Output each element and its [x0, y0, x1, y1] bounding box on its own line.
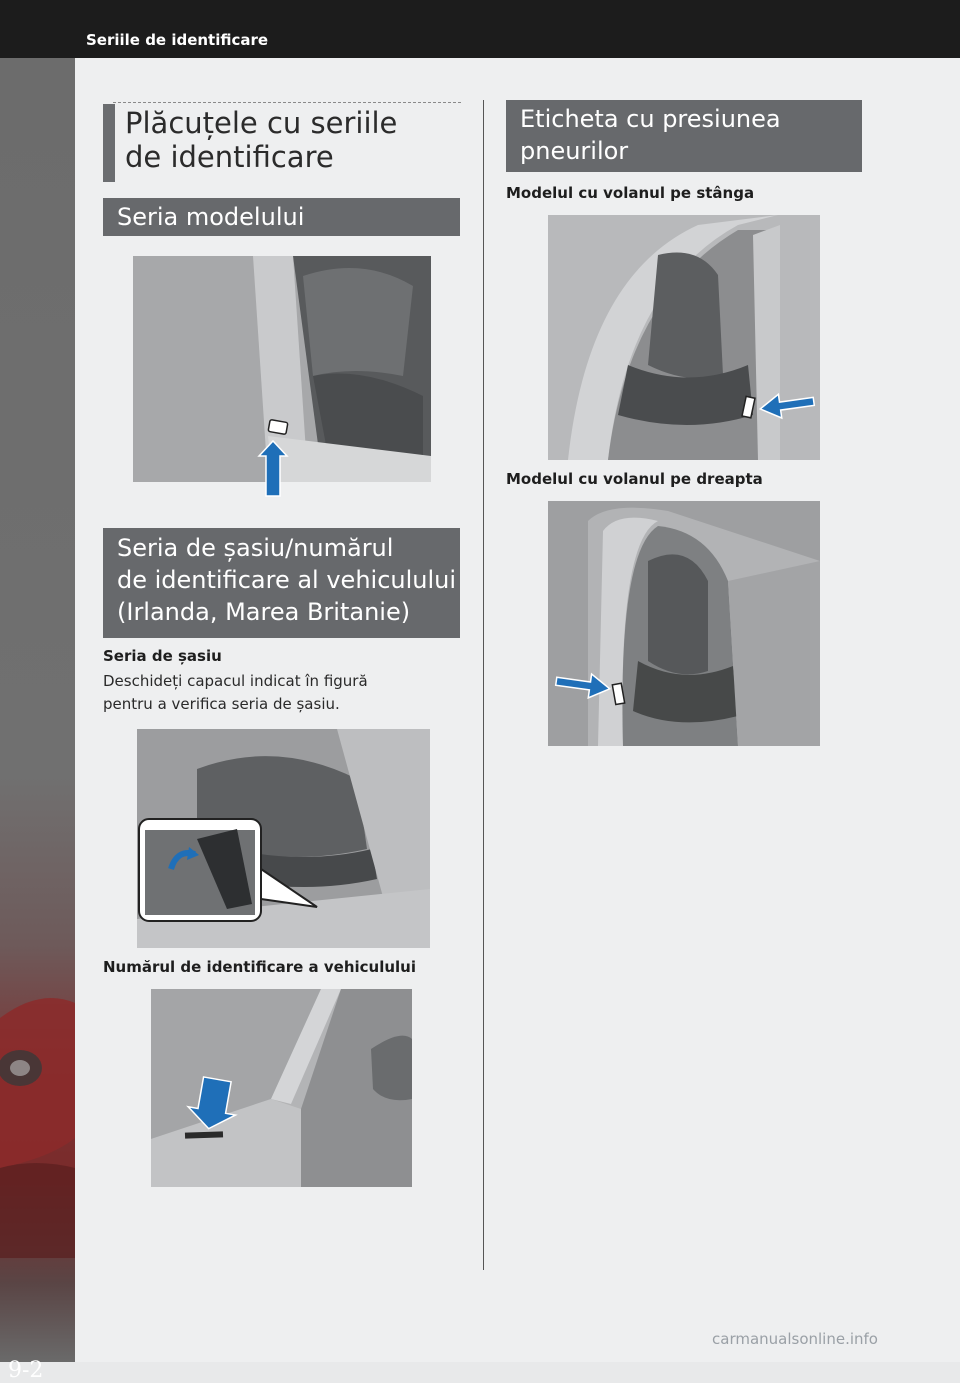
vin-label: Numărul de identificare a vehiculului — [103, 958, 416, 976]
chassis-number-figure — [137, 729, 430, 948]
sidebar-decoration — [0, 58, 75, 1383]
main-heading-line2: de identificare — [125, 140, 334, 174]
page-header — [0, 0, 960, 58]
lhd-label: Modelul cu volanul pe stânga — [506, 184, 755, 202]
watermark: carmanualsonline.info — [712, 1330, 878, 1348]
header-title: Seriile de identificare — [86, 31, 269, 49]
section-model-heading: Seria modelului — [103, 198, 460, 236]
main-heading-line1: Plăcuțele cu seriile — [125, 106, 398, 140]
section-tire-heading: Eticheta cu presiunea pneurilor — [506, 100, 862, 172]
lhd-tire-label-figure — [548, 215, 820, 460]
chassis-label: Seria de șasiu — [103, 647, 222, 665]
car-silhouette-image — [0, 58, 75, 1362]
rhd-label: Modelul cu volanul pe dreapta — [506, 470, 763, 488]
chassis-instructions: Deschideți capacul indicat în figură pentru a verifica seria de șasiu. — [103, 672, 368, 713]
page-number: 9-2 — [8, 1358, 44, 1383]
heading-rule — [113, 102, 461, 103]
vin-figure — [151, 989, 412, 1187]
column-divider — [483, 100, 484, 1270]
rhd-tire-label-figure — [548, 501, 820, 746]
section-chassis-heading: Seria de șasiu/numărul de identificare al vehiculului (Irlanda, Marea Britanie) — [103, 528, 460, 638]
main-heading — [103, 104, 460, 182]
model-plate-figure — [133, 256, 431, 482]
